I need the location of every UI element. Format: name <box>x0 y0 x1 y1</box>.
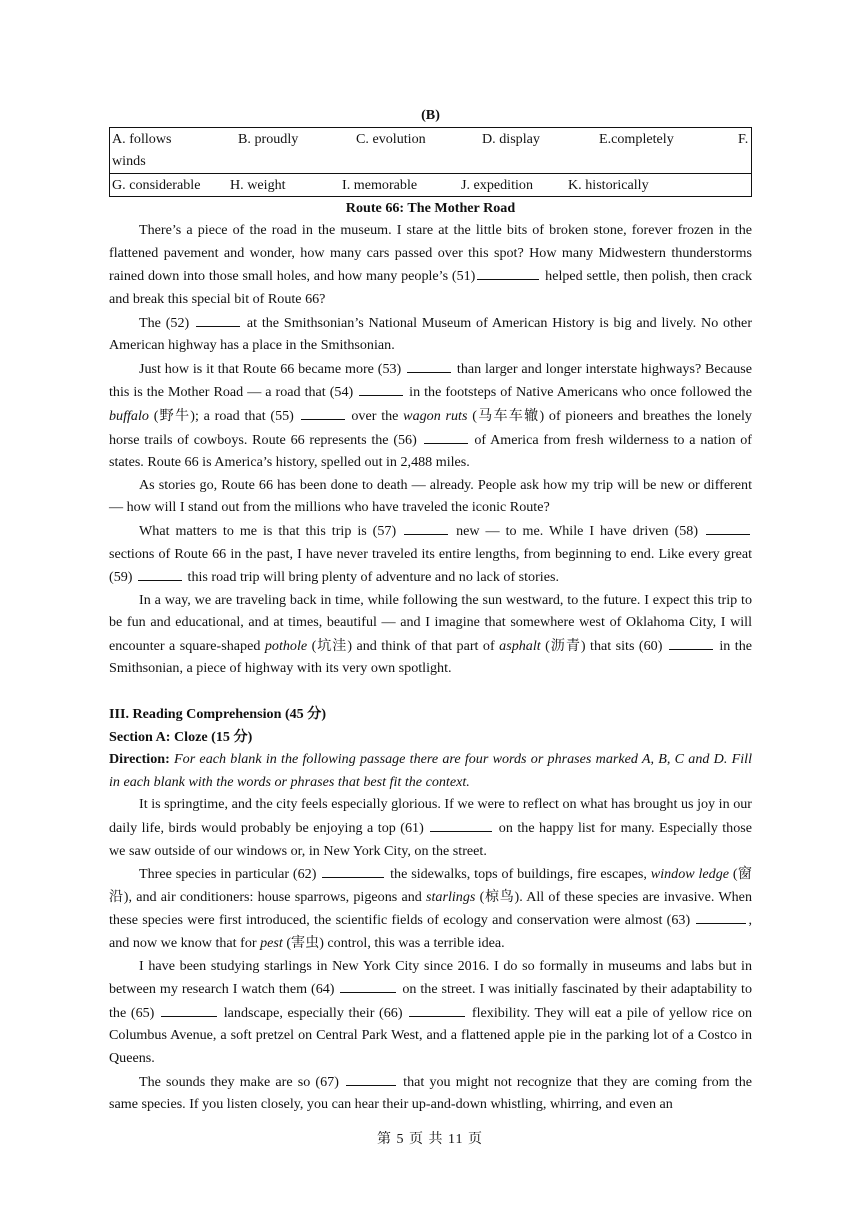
answer-blank-53[interactable] <box>407 357 451 373</box>
answer-blank-56[interactable] <box>424 428 468 444</box>
passage-title: Route 66: The Mother Road <box>345 199 516 216</box>
answer-blank-59[interactable] <box>138 565 182 581</box>
section-heading: III. Reading Comprehension (45 分) <box>109 706 327 723</box>
direction: Direction: For each blank in the following passage there are four words or phrases marked A, B, C and D. Fill in each blank with the words or phrases that best fit the context. <box>109 751 752 790</box>
word-bank-table <box>109 127 752 197</box>
answer-blank-61[interactable] <box>430 816 492 832</box>
option-d: D. display <box>482 130 540 147</box>
answer-blank-63[interactable] <box>696 908 746 924</box>
answer-blank-55[interactable] <box>301 404 345 420</box>
option-a: A. follows <box>112 130 172 147</box>
word-bank-row <box>110 173 752 196</box>
answer-blank-66[interactable] <box>409 1001 465 1017</box>
paragraph: The sounds they make are so (67) that you might not recognize that they are coming from the same species. If you listen closely, you can hear their up-and-down whistling, whirring, and even an <box>109 1070 752 1116</box>
answer-blank-67[interactable] <box>346 1070 396 1086</box>
option-b: B. proudly <box>238 130 299 147</box>
page-footer: 第 5 页 共 11 页 <box>377 1132 483 1147</box>
option-f-wrap: winds <box>112 152 146 169</box>
paragraph: There’s a piece of the road in the museum. I stare at the little bits of broken stone, forever frozen in the flattened pavement and wonder, how many cars passed over this spot? How many Midwestern thunderstorms rained down into those small holes, and how many people’s (51) helped settle, then polish, then crack and break this special bit of Route 66? <box>109 222 752 307</box>
answer-blank-58[interactable] <box>706 519 750 535</box>
paragraph: In a way, we are traveling back in time, while following the sun westward, to the future. I expect this trip to be fun and educational, and at times, beautiful — and I imagine that somewhere west of Oklahoma City, I will encounter a square-shaped pothole (坑洼) and think of that part of asphalt (沥青) that sits (60) in the Smithsonian, a piece of highway with its very own spotlight. <box>109 591 752 677</box>
option-j: J. expedition <box>461 176 534 193</box>
answer-blank-54[interactable] <box>359 380 403 396</box>
answer-blank-64[interactable] <box>340 977 396 993</box>
answer-blank-62[interactable] <box>322 862 384 878</box>
paragraph: The (52) at the Smithsonian’s National Museum of American History is big and lively. No other American highway has a place in the Smithsonian. <box>109 311 752 357</box>
option-i: I. memorable <box>342 176 418 193</box>
word-bank-row <box>110 127 752 173</box>
paragraph: It is springtime, and the city feels especially glorious. If we were to reflect on what has brought us joy in our daily life, birds would probably be enjoying a top (61) on the happy list for many. Especially those we saw outside of our windows or, in New York City, on the street. <box>109 796 752 859</box>
section-b-label: (B) <box>421 107 440 123</box>
section-subheading: Section A: Cloze (15 分) <box>109 728 253 745</box>
paragraph: Just how is it that Route 66 became more (53) than larger and longer interstate highways? Because this is the Mother Road — a road that (54) in the footsteps of Native Americans who once followed the buffalo (野牛); a road that (55) over the wagon ruts (马车车辙) of pioneers and breathes the lonely horse trails of cowboys. Route 66 represents the (56) of America from fresh wilderness to a nation of states. Route 66 is America’s history, spelled out in 2,488 miles. <box>109 357 752 474</box>
option-h: H. weight <box>230 176 286 193</box>
option-e: E.completely <box>599 130 674 147</box>
answer-blank-60[interactable] <box>669 634 713 650</box>
answer-blank-52[interactable] <box>196 311 240 327</box>
paragraph: Three species in particular (62) the sidewalks, tops of buildings, fire escapes, window ledge (窗沿), and air conditioners: house sparrows, pigeons and starlings (椋鸟). All of these species are invasive. When these species were first introduced, the scientific fields of ecology and conservation were almost (63) , and now we know that for pest (害虫) control, this was a terrible idea. <box>109 862 752 954</box>
paragraph: What matters to me is that this trip is (57) new — to me. While I have driven (58) sections of Route 66 in the past, I have never traveled its entire lengths, from beginning to end. Like every great (59) this road trip will bring plenty of adventure and no lack of stories. <box>109 519 752 589</box>
option-f: F. <box>738 130 749 147</box>
answer-blank-57[interactable] <box>404 519 448 535</box>
answer-blank-51[interactable] <box>477 264 539 280</box>
answer-blank-65[interactable] <box>161 1001 217 1017</box>
paragraph: I have been studying starlings in New York City since 2016. I do so formally in museums and labs but in between my research I watch them (64) on the street. I was initially fascinated by their adaptability to the (65) landscape, especially their (66) flexibility. They will eat a pile of yellow rice on Columbus Avenue, a soft pretzel on Central Park West, and a flattened apple pie in the parking lot of a Costco in Queens. <box>109 957 752 1066</box>
option-g: G. considerable <box>112 176 201 193</box>
option-k: K. historically <box>568 176 649 193</box>
paragraph: As stories go, Route 66 has been done to death — already. People ask how my trip will be new or different — how will I stand out from the millions who have traveled the iconic Route? <box>109 476 752 516</box>
option-c: C. evolution <box>356 130 426 147</box>
page-content <box>109 104 752 1116</box>
